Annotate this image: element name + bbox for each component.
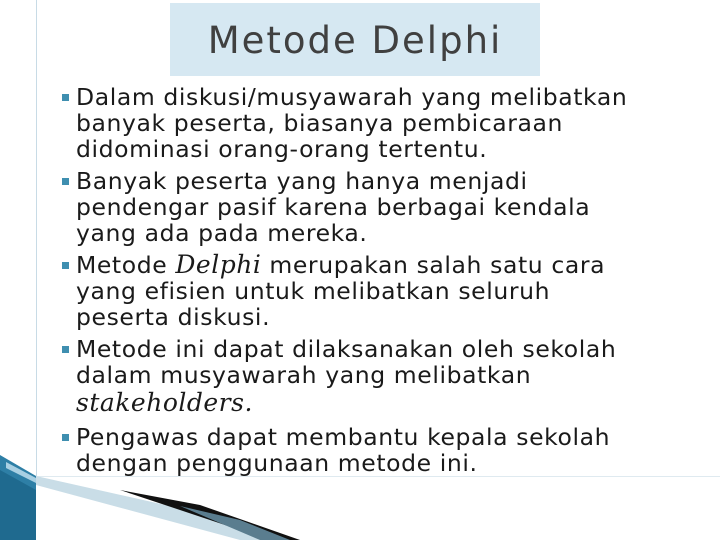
bullet-2-line-1: Banyak peserta yang hanya menjadi [76, 167, 528, 195]
bullet-3-prefix: Metode [76, 251, 176, 279]
bullet-4-line-1: Metode ini dapat dilaksanakan oleh sekolah [76, 335, 617, 363]
bullet-1-line-2: banyak peserta, biasanya pembicaraan [76, 109, 564, 137]
bullet-4-italic-term: stakeholders. [76, 388, 253, 417]
bullet-1-line-3: didominasi orang-orang tertentu. [76, 135, 488, 163]
bullet-2-line-2: pendengar pasif karena berbagai kendala [76, 193, 591, 221]
bullet-3-line-2: yang efisien untuk melibatkan seluruh [76, 277, 551, 305]
bullet-5-line-2: dengan penggunaan metode ini. [76, 449, 478, 477]
bullet-5-line-1: Pengawas dapat membantu kepala sekolah [76, 423, 611, 451]
bullet-1-line-1: Dalam diskusi/musyawarah yang melibatkan [76, 83, 628, 111]
slide-title: Metode Delphi [207, 19, 503, 62]
bullet-3-line-3: peserta diskusi. [76, 303, 271, 331]
bullet-4-line-2: dalam musyawarah yang melibatkan [76, 361, 532, 389]
bullet-3-suffix: merupakan salah satu cara [261, 251, 606, 279]
bullet-2-line-3: yang ada pada mereka. [76, 219, 368, 247]
bullet-3-italic-term: Delphi [175, 250, 262, 279]
